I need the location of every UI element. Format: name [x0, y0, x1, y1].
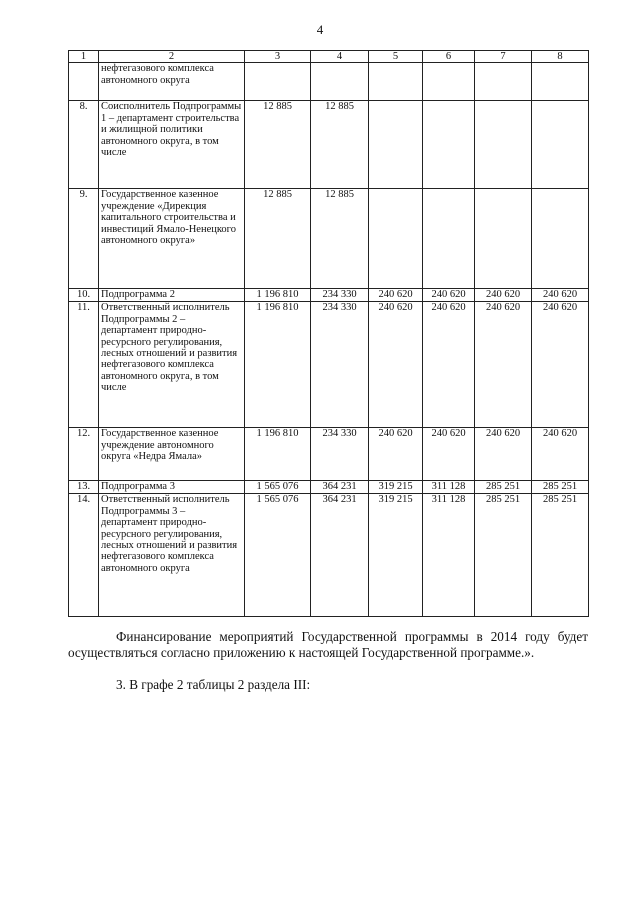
- table-row: [69, 481, 589, 494]
- cell-value: 240 620: [369, 289, 423, 302]
- cell-value: 285 251: [532, 481, 589, 494]
- row-number: 11.: [69, 302, 99, 428]
- table-row: [69, 289, 589, 302]
- cell-value: [532, 189, 589, 289]
- cell-value: 240 620: [369, 428, 423, 481]
- row-name: Ответственный исполнитель Подпрограммы 2 – департамент природно-ресурсного регулирования, лесных отношений и развития нефтегазового комплекса автономного округа, в том числе: [99, 302, 245, 428]
- row-number: 12.: [69, 428, 99, 481]
- cell-value: 364 231: [311, 481, 369, 494]
- row-name: нефтегазового комплекса автономного округа: [99, 63, 245, 101]
- column-header: 3: [245, 51, 311, 63]
- cell-value: 285 251: [532, 494, 589, 617]
- row-number: 14.: [69, 494, 99, 617]
- cell-value: 240 620: [369, 302, 423, 428]
- cell-value: [532, 101, 589, 189]
- table-row: [69, 101, 589, 189]
- amendment-paragraph: 3. В графе 2 таблицы 2 раздела III:: [116, 677, 311, 692]
- cell-value: [532, 63, 589, 101]
- table-row: [69, 428, 589, 481]
- row-name: Подпрограмма 3: [99, 481, 245, 494]
- cell-value: 1 196 810: [245, 289, 311, 302]
- row-number: 13.: [69, 481, 99, 494]
- row-number: 9.: [69, 189, 99, 289]
- row-number: 8.: [69, 101, 99, 189]
- cell-value: 311 128: [423, 494, 475, 617]
- row-number: [69, 63, 99, 101]
- cell-value: 240 620: [423, 302, 475, 428]
- cell-value: 240 620: [423, 428, 475, 481]
- column-header: 5: [369, 51, 423, 63]
- row-name: Государственное казенное учреждение автономного округа «Недра Ямала»: [99, 428, 245, 481]
- cell-value: 319 215: [369, 481, 423, 494]
- table-row: [69, 494, 589, 617]
- cell-value: 285 251: [475, 481, 532, 494]
- cell-value: 311 128: [423, 481, 475, 494]
- cell-value: [475, 63, 532, 101]
- row-name: Ответственный исполнитель Подпрограммы 3 – департамент природно-ресурсного регулирования, лесных отношений и развития нефтегазового комплекса автономного округа: [99, 494, 245, 617]
- cell-value: 240 620: [475, 428, 532, 481]
- cell-value: 285 251: [475, 494, 532, 617]
- cell-value: [423, 101, 475, 189]
- cell-value: 234 330: [311, 428, 369, 481]
- cell-value: 1 565 076: [245, 481, 311, 494]
- column-header: 8: [532, 51, 589, 63]
- cell-value: 12 885: [245, 101, 311, 189]
- table-row: [69, 189, 589, 289]
- cell-value: 240 620: [475, 302, 532, 428]
- cell-value: 12 885: [311, 189, 369, 289]
- row-name: Соисполнитель Подпрограммы 1 – департамент строительства и жилищной политики автономного округа, в том числе: [99, 101, 245, 189]
- cell-value: 240 620: [532, 302, 589, 428]
- row-name: Подпрограмма 2: [99, 289, 245, 302]
- column-header: 1: [69, 51, 99, 63]
- cell-value: 1 565 076: [245, 494, 311, 617]
- cell-value: [369, 101, 423, 189]
- financing-table: [68, 50, 589, 617]
- column-header: 6: [423, 51, 475, 63]
- cell-value: 1 196 810: [245, 428, 311, 481]
- page-number: 4: [316, 22, 324, 37]
- cell-value: [311, 63, 369, 101]
- cell-value: 12 885: [245, 189, 311, 289]
- cell-value: [475, 101, 532, 189]
- cell-value: [369, 63, 423, 101]
- cell-value: 240 620: [423, 289, 475, 302]
- table-row: [69, 302, 589, 428]
- cell-value: 12 885: [311, 101, 369, 189]
- cell-value: [423, 63, 475, 101]
- cell-value: 319 215: [369, 494, 423, 617]
- row-number: 10.: [69, 289, 99, 302]
- row-name: Государственное казенное учреждение «Дирекция капитального строительства и инвестиций Ямало-Ненецкого автономного округа»: [99, 189, 245, 289]
- cell-value: 240 620: [532, 289, 589, 302]
- cell-value: 234 330: [311, 302, 369, 428]
- table-header-row: [69, 51, 589, 63]
- cell-value: [369, 189, 423, 289]
- cell-value: [245, 63, 311, 101]
- table-row: [69, 63, 589, 101]
- cell-value: 234 330: [311, 289, 369, 302]
- cell-value: [423, 189, 475, 289]
- cell-value: 240 620: [475, 289, 532, 302]
- column-header: 4: [311, 51, 369, 63]
- financing-paragraph: Финансирование мероприятий Государственной программы в 2014 году будет осуществляться согласно приложению к настоящей Государственной программе.».: [68, 629, 588, 660]
- cell-value: 240 620: [532, 428, 589, 481]
- cell-value: [475, 189, 532, 289]
- column-header: 2: [99, 51, 245, 63]
- cell-value: 364 231: [311, 494, 369, 617]
- column-header: 7: [475, 51, 532, 63]
- cell-value: 1 196 810: [245, 302, 311, 428]
